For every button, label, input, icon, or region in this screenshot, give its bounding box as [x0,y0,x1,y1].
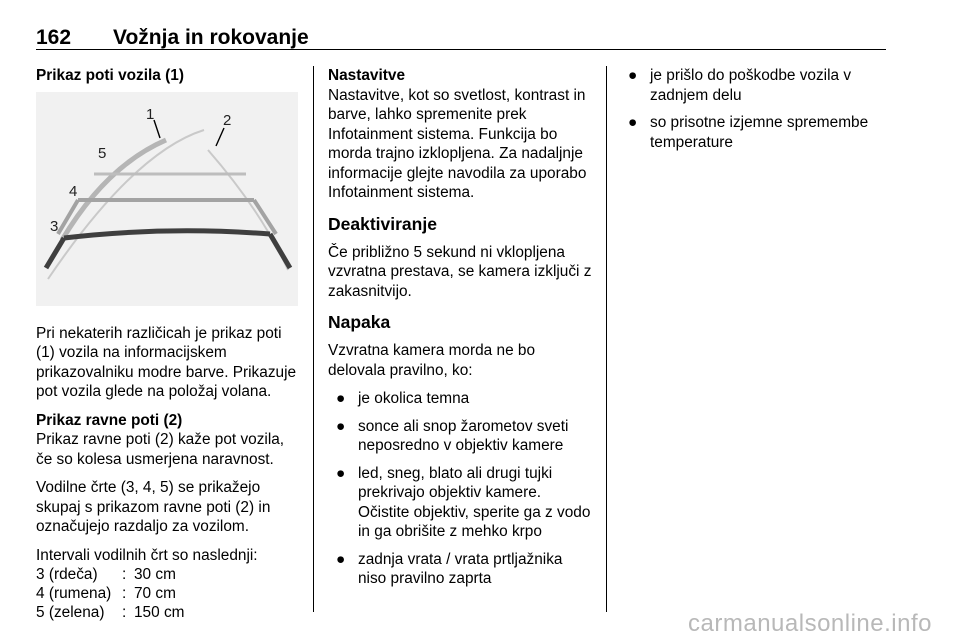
interval-value: 150 cm [134,604,185,621]
guidelines-diagram [36,92,298,306]
column-divider [313,66,314,612]
heading-straight-path: Prikaz ravne poti (2) [36,411,183,429]
table-row [36,603,184,622]
label-1: 1 [146,105,155,123]
straight-path-right-line [208,150,288,270]
column-middle [328,66,594,597]
intervals-table [36,565,184,622]
list-item: ● led, sneg, blato ali drugi tujki prekrivajo objektiv kamere. Očistite objektiv, sperite ga z vodo in ga obrišite z mehko krpo [336,464,591,540]
heading-settings: Nastavitve [328,67,405,84]
bullet-icon: ● [336,417,346,435]
paragraph-guidelines: Vodilne črte (3, 4, 5) se prikažejo skupaj s prikazom ravne poti (2) in označujejo razdaljo za vozilom. [36,479,271,535]
rear-camera-guidelines-figure [36,92,298,306]
paragraph-error: Vzvratna kamera morda ne bo delovala pravilno, ko: [328,342,536,379]
bullet-icon: ● [628,67,638,84]
table-row [36,565,184,584]
bullet-icon: ● [336,464,346,482]
leader-line-2 [216,128,224,146]
paragraph-straight-path: Prikaz ravne poti (2) kaže pot vozila, če so kolesa usmerjena naravnost. [36,431,285,468]
column-left [36,66,298,622]
guideline-3 [64,230,270,237]
interval-value: 30 cm [134,566,176,583]
list-item: ● je okolica temna [336,390,470,407]
interval-value: 70 cm [134,585,176,602]
paragraph-settings: Nastavitve, kot so svetlost, kontrast in barve, lahko spremenite prek Infotainment sistema. Funkcija bo morda trajno izklopljena. Za nadaljnje informacije glejte navodila za uporabo Infotainment sistema. [328,86,587,201]
interval-separator: : [122,566,127,583]
interval-label: 5 (zelena) [36,604,105,621]
interval-separator: : [122,604,127,621]
interval-separator: : [122,585,127,602]
watermark: carmanualsonline.info [688,610,932,637]
error-conditions-list-continued [620,66,890,152]
section-error: Napaka [328,312,391,332]
paragraph-deactivate: Če približno 5 sekund ni vklopljena vzvratna prestava, se kamera izključi z zakasnitvijo. [328,243,592,300]
vehicle-path-line [62,140,166,240]
leader-line-1 [154,120,160,138]
side-line-right [254,200,276,234]
error-conditions-list [328,389,594,589]
list-item: ● je prišlo do poškodbe vozila v zadnjem delu [628,67,852,104]
bullet-icon: ● [336,550,346,568]
straight-path-left-line [48,130,204,279]
paragraph-vehicle-path: Pri nekaterih različicah je prikaz poti (1) vozila na informacijskem prikazovalniku modre barve. Prikazuje pot vozila glede na položaj volana. [36,324,297,400]
guideline-3-right [270,234,290,268]
label-5: 5 [98,144,107,162]
chapter-title: Vožnja in rokovanje [113,26,309,49]
bullet-icon: ● [336,390,346,407]
guideline-3-left [46,238,64,268]
label-2: 2 [223,111,232,129]
column-right [620,66,890,160]
table-row [36,584,184,603]
interval-label: 4 (rumena) [36,585,112,602]
page-number: 162 [36,26,72,49]
label-4: 4 [69,182,78,200]
page-header [36,26,886,50]
list-item: ● sonce ali snop žarometov sveti neposredno v objektiv kamere [336,417,569,454]
list-item: ● so prisotne izjemne spremembe temperature [628,114,869,151]
label-3: 3 [50,217,59,235]
heading-vehicle-path: Prikaz poti vozila (1) [36,67,184,84]
column-divider [606,66,607,612]
paragraph-intervals: Intervali vodilnih črt so naslednji: [36,546,258,564]
list-item: ● zadnja vrata / vrata prtljažnika niso pravilno zaprta [336,550,563,587]
section-deactivate: Deaktiviranje [328,213,437,234]
interval-label: 3 (rdeča) [36,566,98,583]
bullet-icon: ● [628,114,638,131]
